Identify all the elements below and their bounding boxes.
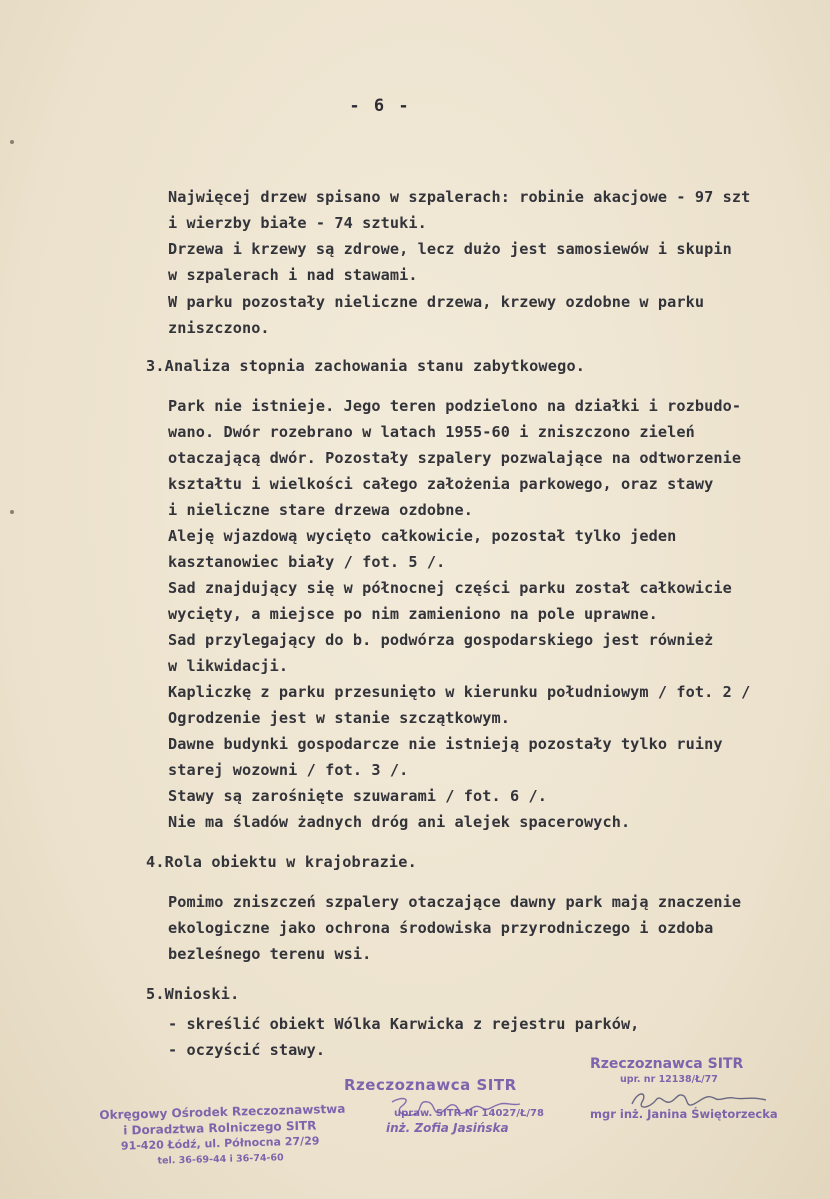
text-line: w szpalerach i nad stawami.	[168, 266, 418, 284]
text-line: Sad przylegający do b. podwórza gospodarskiego jest również	[168, 631, 714, 649]
text-line: zniszczono.	[168, 319, 270, 337]
text-line: starej wozowni / fot. 3 /.	[168, 761, 409, 779]
stamp-line: i Doradztwa Rolniczego SITR	[123, 1118, 317, 1138]
stamp-line: 91-420 Łódź, ul. Północna 27/29	[120, 1134, 320, 1153]
text-line: Nie ma śladów żadnych dróg ani alejek spacerowych.	[168, 813, 631, 831]
text-line: W parku pozostały nieliczne drzewa, krzewy ozdobne w parku	[168, 293, 705, 311]
text-line: i nieliczne stare drzewa ozdobne.	[168, 501, 474, 519]
text-line: Najwięcej drzew spisano w szpalerach: robinie akacjowe - 97 szt	[168, 188, 751, 206]
stamp-title: Rzeczoznawca SITR	[344, 1076, 517, 1094]
text-line: Sad znajdujący się w północnej części parku został całkowicie	[168, 579, 732, 597]
stamp-name: mgr inż. Janina Świętorzecka	[590, 1107, 778, 1121]
text-line: w likwidacji.	[168, 657, 289, 675]
section-heading-3: 3.Analiza stopnia zachowania stanu zabytkowego.	[146, 357, 586, 375]
stamp-number: upr. nr 12138/Ł/77	[620, 1074, 718, 1085]
stamp-name: inż. Zofia Jasińska	[386, 1121, 509, 1135]
text-line: - oczyścić stawy.	[168, 1041, 326, 1059]
stamp-title: Rzeczoznawca SITR	[590, 1056, 744, 1072]
text-line: Aleję wjazdową wycięto całkowicie, pozostał tylko jeden	[168, 527, 677, 545]
text-line: ekologiczne jako ochrona środowiska przyrodniczego i ozdoba	[168, 919, 714, 937]
punch-hole-mark	[10, 140, 14, 144]
signature-swietorzecka	[626, 1084, 776, 1118]
section-heading-5: 5.Wnioski.	[146, 985, 240, 1003]
text-line: otaczającą dwór. Pozostały szpalery pozwalające na odtworzenie	[168, 449, 742, 467]
stamp-line: Okręgowy Ośrodek Rzeczoznawstwa	[99, 1101, 346, 1123]
punch-hole-mark	[10, 510, 14, 514]
text-line: Kapliczkę z parku przesunięto w kierunku południowym / fot. 2 /	[168, 683, 751, 701]
text-line: wycięty, a miejsce po nim zamieniono na pole uprawne.	[168, 605, 658, 623]
text-line: wano. Dwór rozebrano w latach 1955-60 i zniszczono zieleń	[168, 423, 695, 441]
stamp-number: upraw. SITR Nr 14027/Ł/78	[394, 1108, 544, 1119]
page-number: - 6 -	[349, 96, 411, 116]
section-heading-4: 4.Rola obiektu w krajobrazie.	[146, 853, 417, 871]
stamp-line: tel. 36-69-44 i 36-74-60	[157, 1152, 284, 1167]
text-line: Park nie istnieje. Jego teren podzielono na działki i rozbudo-	[168, 397, 742, 415]
signature-jasinska	[388, 1092, 528, 1128]
text-line: kształtu i wielkości całego założenia parkowego, oraz stawy	[168, 475, 714, 493]
text-line: Ogrodzenie jest w stanie szczątkowym.	[168, 709, 511, 727]
institution-stamp	[99, 1101, 346, 1171]
text-line: bezleśnego terenu wsi.	[168, 945, 372, 963]
text-line: Drzewa i krzewy są zdrowe, lecz dużo jest samosiewów i skupin	[168, 240, 732, 258]
text-line: - skreślić obiekt Wólka Karwicka z rejestru parków,	[168, 1015, 640, 1033]
text-line: i wierzby białe - 74 sztuki.	[168, 214, 427, 232]
text-line: Pomimo zniszczeń szpalery otaczające dawny park mają znaczenie	[168, 893, 742, 911]
text-line: kasztanowiec biały / fot. 5 /.	[168, 553, 446, 571]
text-line: Stawy są zarośnięte szuwarami / fot. 6 /.	[168, 787, 547, 805]
text-line: Dawne budynki gospodarcze nie istnieją pozostały tylko ruiny	[168, 735, 723, 753]
